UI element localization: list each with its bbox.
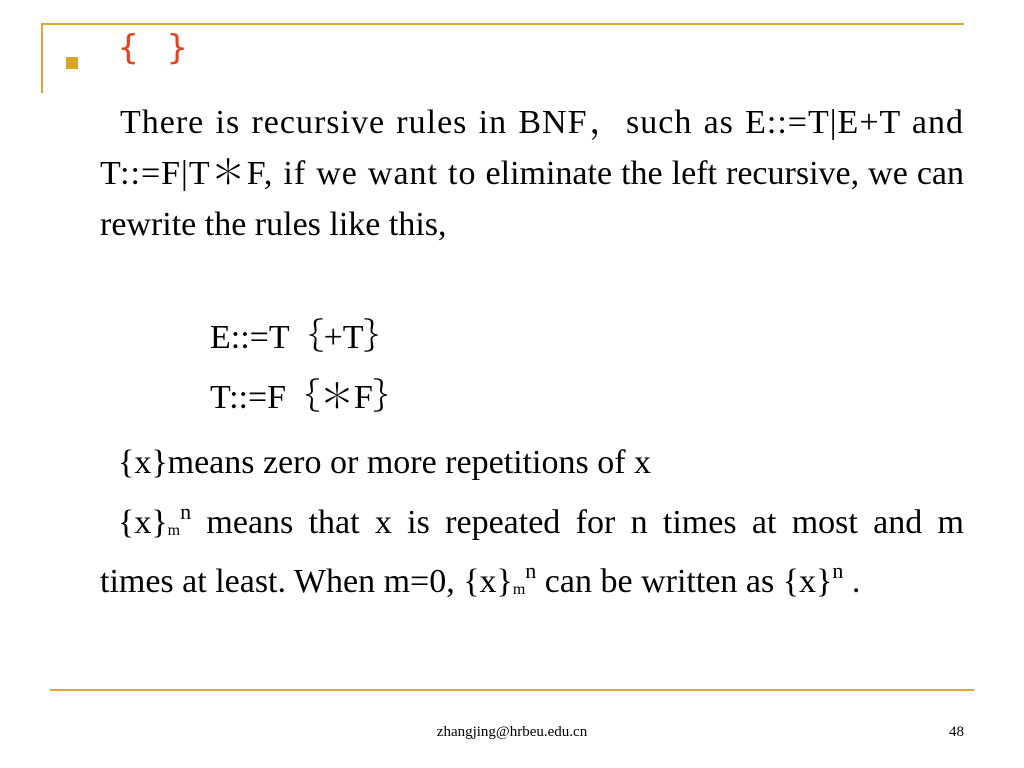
paragraph-recursive-rules [100, 97, 964, 250]
braces-x-1: {x} [118, 504, 168, 541]
superscript-n-3: n [832, 558, 844, 583]
paragraph-rest-text: eliminate the left recursive, we can rewrite the rules like this, [100, 155, 965, 243]
subscript-m-2: m [512, 581, 526, 598]
repetition-definition: {x}means zero or more repetitions of x [118, 444, 652, 481]
paragraph-intro-text: There is recursive rules in BNF，such as E::=T|E+T and T::=F|T＊F, if we want to [100, 104, 964, 192]
superscript-n-1: n [180, 499, 192, 524]
braces-x-2: {x} [463, 563, 513, 600]
slide-frame-top-line [41, 23, 964, 25]
subscript-m-1: m [167, 522, 181, 539]
slide-heading: { } [118, 28, 192, 68]
square-bullet-icon [66, 57, 78, 69]
bounded-text-1: means that x is repeated for n times at most and m times at least. When m=0, [100, 504, 964, 600]
paragraph-bounded-repetition [100, 497, 964, 615]
page-number: 48 [949, 724, 964, 740]
footer-divider [50, 689, 974, 691]
bounded-text-2: can be written as [536, 563, 783, 600]
slide-frame-left-line [41, 23, 43, 93]
superscript-n-2: n [525, 558, 537, 583]
rule-t: T::=F｛＊F｝ [210, 379, 407, 416]
rule-e: E::=T｛+T｝ [210, 319, 398, 356]
braces-x-3: {x} [782, 563, 833, 600]
footer-email: zhangjing@hrbeu.edu.cn [436, 724, 588, 740]
bounded-end: . [843, 563, 861, 600]
